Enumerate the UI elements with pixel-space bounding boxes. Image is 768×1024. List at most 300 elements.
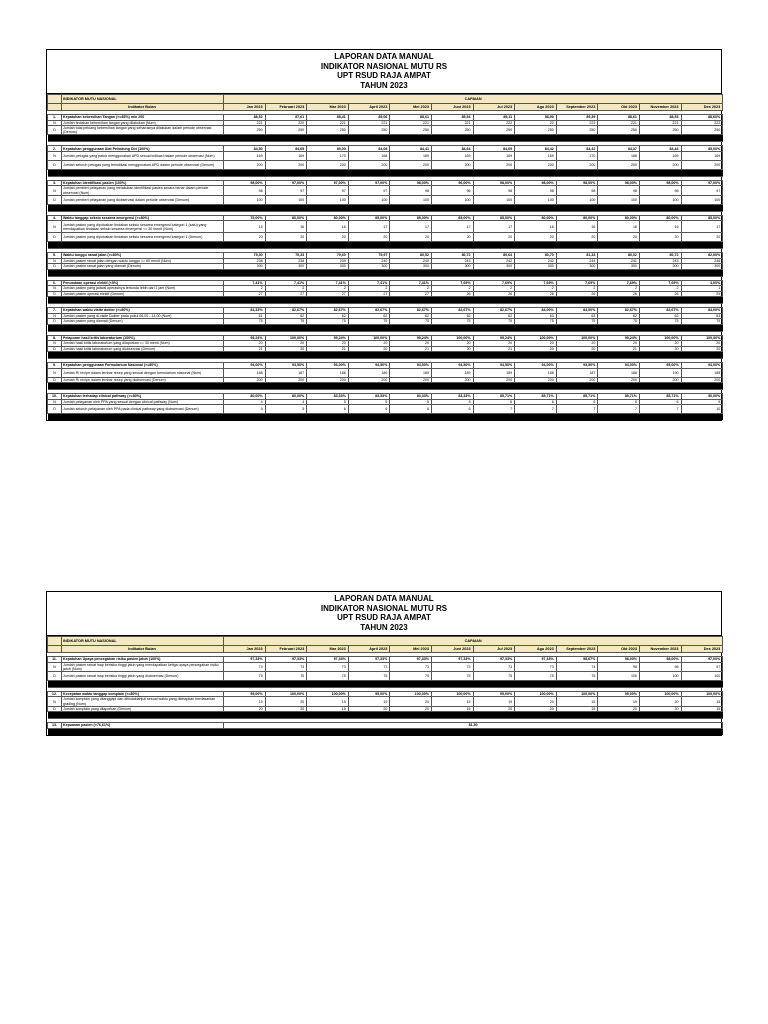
row-value: 2 <box>598 286 640 292</box>
indicator-value: 96,00% <box>431 180 473 186</box>
separator-bar <box>48 269 723 276</box>
indicator-value: 84,08 <box>348 146 390 152</box>
indicator-value: 82,67% <box>390 308 432 314</box>
indicator-value: 95,24% <box>473 335 515 341</box>
row-code: D <box>48 319 62 325</box>
row-value: 98 <box>639 186 681 195</box>
month-header: Agu 2023 <box>515 646 557 653</box>
row-value: 20 <box>681 341 723 347</box>
indicator-value: 80,02 <box>598 253 640 259</box>
row-value: 222 <box>473 120 515 126</box>
row-value: 26 <box>598 291 640 297</box>
row-value: 20 <box>639 346 681 352</box>
row-value: 200 <box>265 377 307 383</box>
indicator-value: 84,00% <box>515 308 557 314</box>
row-value: 100 <box>639 671 681 680</box>
indicator-name: Kepatuhan terhadap clinical pathway (>=80%) <box>62 394 224 400</box>
numerator-row <box>48 186 723 195</box>
row-code: N <box>48 368 62 377</box>
row-value: 20 <box>681 346 723 352</box>
month-header: Juni 2023 <box>431 104 473 111</box>
row-value: 98 <box>598 662 640 671</box>
title-line: TAHUN 2023 <box>360 622 408 632</box>
separator-bar <box>48 383 723 390</box>
row-description: Jumlah tindakan kebersihan tangan yang dilakukan (Num) <box>62 120 224 126</box>
indicator-value: 97,33% <box>348 657 390 663</box>
title-line: INDIKATOR NASIONAL MUTU RS <box>320 61 448 71</box>
indicator-value: 94,00% <box>515 363 557 369</box>
row-value: 244 <box>556 258 598 264</box>
row-value: 20 <box>515 346 557 352</box>
row-value: 220 <box>265 120 307 126</box>
row-value: 100 <box>556 195 598 204</box>
indicator-value: 84,42 <box>515 146 557 152</box>
separator-cell <box>48 324 723 331</box>
indicator-value: 79,60 <box>307 253 349 259</box>
row-value: 240 <box>348 258 390 264</box>
row-value: 62 <box>473 313 515 319</box>
row-value: 20 <box>515 706 557 712</box>
row-value: 7 <box>598 405 640 414</box>
row-value: 300 <box>473 264 515 270</box>
row-value: 75 <box>473 671 515 680</box>
row-value: 100 <box>473 195 515 204</box>
indicator-name: Pelaporan hasil kritis laboratorium (100%) <box>62 335 224 341</box>
row-value: 2 <box>431 286 473 292</box>
indicator-value: 82,00% <box>681 253 723 259</box>
row-value: 100 <box>639 195 681 204</box>
row-value: 20 <box>681 233 723 242</box>
row-value: 6 <box>639 399 681 405</box>
indicator-value: 89,06 <box>348 115 390 121</box>
numerator-row <box>48 697 723 706</box>
indicator-value: 87,61 <box>265 115 307 121</box>
row-value: 200 <box>556 377 598 383</box>
row-value: 75 <box>224 671 266 680</box>
month-header: Februari 2023 <box>265 646 307 653</box>
row-value: 189 <box>473 368 515 377</box>
numerator-row <box>48 151 723 160</box>
row-code: N <box>48 258 62 264</box>
indicator-value: 79,97 <box>348 253 390 259</box>
indicator-name: Waktu tanggap seksio sesarea emergensi (>=80%) <box>62 215 224 221</box>
indicator-value: 83,33% <box>348 394 390 400</box>
indicator-value: 7,69% <box>556 280 598 286</box>
row-value: 20 <box>515 697 557 706</box>
row-value: 73 <box>431 662 473 671</box>
row-code: N <box>48 120 62 126</box>
row-value: 100 <box>681 195 723 204</box>
numerator-row <box>48 662 723 671</box>
row-value: 7 <box>556 405 598 414</box>
row-value: 97 <box>265 186 307 195</box>
row-value: 75 <box>431 319 473 325</box>
indicator-value: 7,41% <box>307 280 349 286</box>
indicator-value: 7,41% <box>348 280 390 286</box>
separator-bar <box>48 204 723 211</box>
separator-cell <box>48 169 723 176</box>
row-value: 96 <box>431 186 473 195</box>
row-value: 75 <box>390 671 432 680</box>
indicator-value: 94,00% <box>224 363 266 369</box>
indicator-value: 95,00% <box>348 691 390 697</box>
row-value: 20 <box>598 706 640 712</box>
row-value: 2 <box>390 286 432 292</box>
indicator-value: 81,33 <box>556 253 598 259</box>
row-value: 15 <box>431 697 473 706</box>
indicator-value: 97,00% <box>348 180 390 186</box>
indicator-value: 95,24% <box>307 335 349 341</box>
row-value: 97 <box>348 186 390 195</box>
row-value: 200 <box>598 377 640 383</box>
indicator-value: 79,33 <box>265 253 307 259</box>
row-value: 169 <box>390 151 432 160</box>
row-value: 223 <box>556 120 598 126</box>
row-value: 19 <box>473 697 515 706</box>
month-header: Jan 2023 <box>224 104 266 111</box>
separator-bar <box>48 242 723 249</box>
row-value: 98 <box>473 186 515 195</box>
row-value: 97 <box>307 186 349 195</box>
indicator-value: 82,67% <box>473 308 515 314</box>
row-value: 73 <box>390 662 432 671</box>
row-value: 243 <box>431 258 473 264</box>
row-value: 75 <box>307 671 349 680</box>
row-value: 21 <box>598 346 640 352</box>
row-value: 20 <box>515 233 557 242</box>
row-value: 1 <box>681 286 723 292</box>
row-description: Jumlah pasien rawat jalan dengan waktu tunggu <= 60 menit (Num) <box>62 258 224 264</box>
month-header: Mei 2023 <box>390 104 432 111</box>
indicator-number: 3. <box>48 180 62 186</box>
indicator-name: Kepatuhan waktu visite dokter (>=80%) <box>62 308 224 314</box>
row-code: N <box>48 286 62 292</box>
row-code: N <box>48 399 62 405</box>
indicator-number: 6. <box>48 280 62 286</box>
row-value: 200 <box>681 160 723 169</box>
row-value: 240 <box>390 258 432 264</box>
indicator-value: 75,00% <box>224 215 266 221</box>
row-value: 15 <box>681 706 723 712</box>
month-header: Des 2023 <box>681 646 723 653</box>
row-value: 187 <box>556 368 598 377</box>
row-value: 250 <box>556 126 598 135</box>
indicator-value: 95,00% <box>224 691 266 697</box>
header-capaian: CAPAIAN <box>224 95 723 104</box>
row-value: 6 <box>556 399 598 405</box>
title-line: LAPORAN DATA MANUAL <box>334 594 434 603</box>
row-code: N <box>48 186 62 195</box>
row-value: 250 <box>265 126 307 135</box>
row-value: 27 <box>307 291 349 297</box>
row-value: 16 <box>515 221 557 233</box>
indicator-value: 97,00% <box>307 180 349 186</box>
row-value: 16 <box>639 221 681 233</box>
row-description: Jumlah hasil kritis laboratorium yang dilaporkan <= 30 menit (Num) <box>62 341 224 347</box>
month-header: Jul 2023 <box>473 646 515 653</box>
indicator-value: 84,00% <box>556 308 598 314</box>
separator-bar <box>48 135 723 142</box>
row-value: 188 <box>598 368 640 377</box>
row-value: 75 <box>348 319 390 325</box>
indicator-value: 98,00% <box>639 657 681 663</box>
indicator-value: 100,00% <box>515 691 557 697</box>
indicator-value: 7,41% <box>265 280 307 286</box>
indicator-value: 7,69% <box>473 280 515 286</box>
indikator-bulan-label: Indikator Bulan <box>62 646 224 653</box>
header-row <box>48 637 723 646</box>
row-value: 5 <box>307 399 349 405</box>
row-value: 17 <box>348 221 390 233</box>
row-value: 100 <box>307 195 349 204</box>
row-value: 20 <box>348 706 390 712</box>
indicator-value: 84,44 <box>639 146 681 152</box>
row-value: 250 <box>598 126 640 135</box>
indicator-value: 94,00% <box>598 363 640 369</box>
indicator-value: 89,54 <box>431 115 473 121</box>
separator-bar <box>48 712 723 719</box>
row-value: 97 <box>681 186 723 195</box>
row-code: D <box>48 405 62 414</box>
row-value: 20 <box>224 341 266 347</box>
month-header: Agu 2023 <box>515 104 557 111</box>
row-value: 6 <box>473 399 515 405</box>
indicator-value: 98,67% <box>556 657 598 663</box>
row-value: 17 <box>431 221 473 233</box>
row-value: 189 <box>390 368 432 377</box>
indicator-value: 95,24% <box>390 335 432 341</box>
indicator-name: Waktu tunggu rawat jalan (>=80%) <box>62 253 224 259</box>
row-value: 300 <box>224 264 266 270</box>
row-description: Jumlah pasien yang diputuskan tindakan seksio sesarea emergensi kategori 1 (satu) yang mendapatkan tindakan seksio sesarea emergensi <= 30 menit (Num) <box>62 221 224 233</box>
indicator-value: 95,00% <box>598 691 640 697</box>
row-value: 239 <box>307 258 349 264</box>
indicator-value: 84,69 <box>473 146 515 152</box>
row-value: 221 <box>598 120 640 126</box>
indicator-value: 85,00% <box>431 215 473 221</box>
row-value: 200 <box>515 377 557 383</box>
row-value: 75 <box>556 319 598 325</box>
row-value: 100 <box>598 671 640 680</box>
separator-cell <box>48 383 723 390</box>
indicator-value: 89,39 <box>556 115 598 121</box>
row-value: 75 <box>598 319 640 325</box>
indicator-value: 80,00% <box>265 394 307 400</box>
row-value: 188 <box>224 368 266 377</box>
indicator-value: 81,33% <box>224 308 266 314</box>
indicator-value: 84,37 <box>598 146 640 152</box>
indicator-value: 85,71% <box>639 394 681 400</box>
indicator-value: 95,00% <box>639 363 681 369</box>
row-value: 2 <box>515 286 557 292</box>
row-code: D <box>48 233 62 242</box>
indicator-value: 97,00% <box>265 180 307 186</box>
indicator-name: Kecepatan waktu tanggap komplain (>=80%) <box>62 691 224 697</box>
row-value: 20 <box>473 706 515 712</box>
month-header: Mei 2023 <box>390 646 432 653</box>
indicator-value: 82,67% <box>265 308 307 314</box>
row-value: 19 <box>598 697 640 706</box>
indicator-value: 90,00% <box>681 394 723 400</box>
indicator-value: 97,33% <box>390 657 432 663</box>
row-value: 200 <box>681 377 723 383</box>
month-header: April 2023 <box>348 646 390 653</box>
indicator-value: 85,71% <box>473 394 515 400</box>
row-value: 20 <box>639 706 681 712</box>
indicator-name: Kepatuhan Upaya pencegahan risiko pasien jatuh (100%) <box>62 657 224 663</box>
row-value: 21 <box>307 346 349 352</box>
row-value: 200 <box>598 160 640 169</box>
row-value: 200 <box>556 160 598 169</box>
row-value: 100 <box>224 195 266 204</box>
indicator-value: 82,67% <box>598 308 640 314</box>
row-value: 15 <box>431 706 473 712</box>
row-value: 75 <box>265 671 307 680</box>
indicator-value: 95,24% <box>224 335 266 341</box>
indicator-value: 100,00% <box>639 335 681 341</box>
row-value: 16 <box>265 221 307 233</box>
indicator-name: Kepuasan pasien (>76,61%) <box>62 723 224 729</box>
row-value: 63 <box>556 313 598 319</box>
indicator-number: 2. <box>48 146 62 152</box>
row-value: 15 <box>307 706 349 712</box>
indicator-value: 100,00% <box>639 691 681 697</box>
row-value: 100 <box>598 195 640 204</box>
row-value: 20 <box>265 233 307 242</box>
indicator-value: 80,64 <box>473 253 515 259</box>
row-value: 238 <box>224 258 266 264</box>
indicator-value: 98,00% <box>224 180 266 186</box>
row-value: 98 <box>224 186 266 195</box>
indicator-value: 88,41 <box>307 115 349 121</box>
row-value: 20 <box>390 233 432 242</box>
row-description: Jumlah pemberi pelayanan yang melakukan identifikasi pasien secara benar dalam periode observasi (Num) <box>62 186 224 195</box>
report-title <box>47 592 721 636</box>
row-value: 7 <box>515 405 557 414</box>
month-header: Jul 2023 <box>473 104 515 111</box>
indicator-value: 93,50% <box>556 363 598 369</box>
denominator-row <box>48 160 723 169</box>
row-value: 200 <box>515 160 557 169</box>
indicator-value: 89,11 <box>473 115 515 121</box>
indicator-value: 100,00% <box>348 335 390 341</box>
row-value: 169 <box>431 151 473 160</box>
row-code: D <box>48 291 62 297</box>
month-header: Okt 2023 <box>598 104 640 111</box>
month-header: Juni 2023 <box>431 646 473 653</box>
indicator-number: 5. <box>48 253 62 259</box>
row-value: 250 <box>515 126 557 135</box>
separator-bar <box>48 728 723 735</box>
row-value: 241 <box>598 258 640 264</box>
row-description: Jumlah pasien rawat inap berisiko tinggi jatuh yang diobservasi (Denum) <box>62 671 224 680</box>
row-value: 100 <box>390 195 432 204</box>
indikator-bulan-label: Indikator Bulan <box>62 104 224 111</box>
separator-cell <box>48 297 723 304</box>
row-value: 2 <box>307 286 349 292</box>
indicator-value: 85,71% <box>515 394 557 400</box>
row-value: 62 <box>431 313 473 319</box>
row-value: 200 <box>307 160 349 169</box>
row-code: N <box>48 697 62 706</box>
row-value: 169 <box>681 151 723 160</box>
row-value: 15 <box>556 706 598 712</box>
indicator-value: 82,67% <box>307 308 349 314</box>
separator-bar <box>48 297 723 304</box>
indicator-value: 80,00% <box>224 394 266 400</box>
indicator-value: 97,33% <box>307 657 349 663</box>
row-value: 26 <box>473 291 515 297</box>
indicator-value: 7,69% <box>598 280 640 286</box>
indicator-value: 95,24% <box>598 335 640 341</box>
indicator-value: 97,00% <box>681 180 723 186</box>
indicator-value: 82,67% <box>639 308 681 314</box>
row-code: N <box>48 151 62 160</box>
row-value: 222 <box>681 120 723 126</box>
row-value: 200 <box>431 160 473 169</box>
indicator-number: 1. <box>48 115 62 121</box>
row-value: 20 <box>265 706 307 712</box>
row-value: 187 <box>265 368 307 377</box>
row-value: 5 <box>348 399 390 405</box>
separator-bar <box>48 324 723 331</box>
row-value: 250 <box>224 126 266 135</box>
row-value: 20 <box>431 233 473 242</box>
row-value: 4 <box>224 399 266 405</box>
indicator-value: 7,69% <box>639 280 681 286</box>
indicator-value: 83,33% <box>307 394 349 400</box>
row-value: 170 <box>307 151 349 160</box>
row-value: 20 <box>348 341 390 347</box>
row-value: 200 <box>639 160 681 169</box>
row-value: 250 <box>431 126 473 135</box>
row-value: 169 <box>473 151 515 160</box>
row-value: 221 <box>639 120 681 126</box>
row-value: 20 <box>390 341 432 347</box>
row-value: 20 <box>639 233 681 242</box>
denominator-row <box>48 405 723 414</box>
row-value: 20 <box>307 341 349 347</box>
row-value: 5 <box>431 399 473 405</box>
row-value: 20 <box>556 341 598 347</box>
indicator-value: 80,00% <box>515 215 557 221</box>
indicator-value: 93,00% <box>307 363 349 369</box>
indicator-number: 7. <box>48 308 62 314</box>
indicator-value: 80,00% <box>556 215 598 221</box>
row-value: 20 <box>265 346 307 352</box>
indicator-number: 13. <box>48 723 62 729</box>
row-value: 100 <box>681 671 723 680</box>
month-header: Jan 2023 <box>224 646 266 653</box>
indicator-value: 84,42 <box>556 146 598 152</box>
row-value: 20 <box>265 697 307 706</box>
month-header: November 2023 <box>639 104 681 111</box>
row-code: N <box>48 662 62 671</box>
indicator-name: Kepatuhan identifikasi pasien (100%) <box>62 180 224 186</box>
row-value: 20 <box>598 233 640 242</box>
row-value: 10 <box>681 405 723 414</box>
row-value: 20 <box>224 233 266 242</box>
row-description: Jumlah pasien yang diamati (Denum) <box>62 319 224 325</box>
row-value: 300 <box>265 264 307 270</box>
month-header: Mar 2023 <box>307 646 349 653</box>
separator-cell <box>48 242 723 249</box>
row-value: 75 <box>556 671 598 680</box>
row-value: 17 <box>473 221 515 233</box>
row-value: 19 <box>348 697 390 706</box>
row-value: 62 <box>390 313 432 319</box>
row-value: 20 <box>390 706 432 712</box>
